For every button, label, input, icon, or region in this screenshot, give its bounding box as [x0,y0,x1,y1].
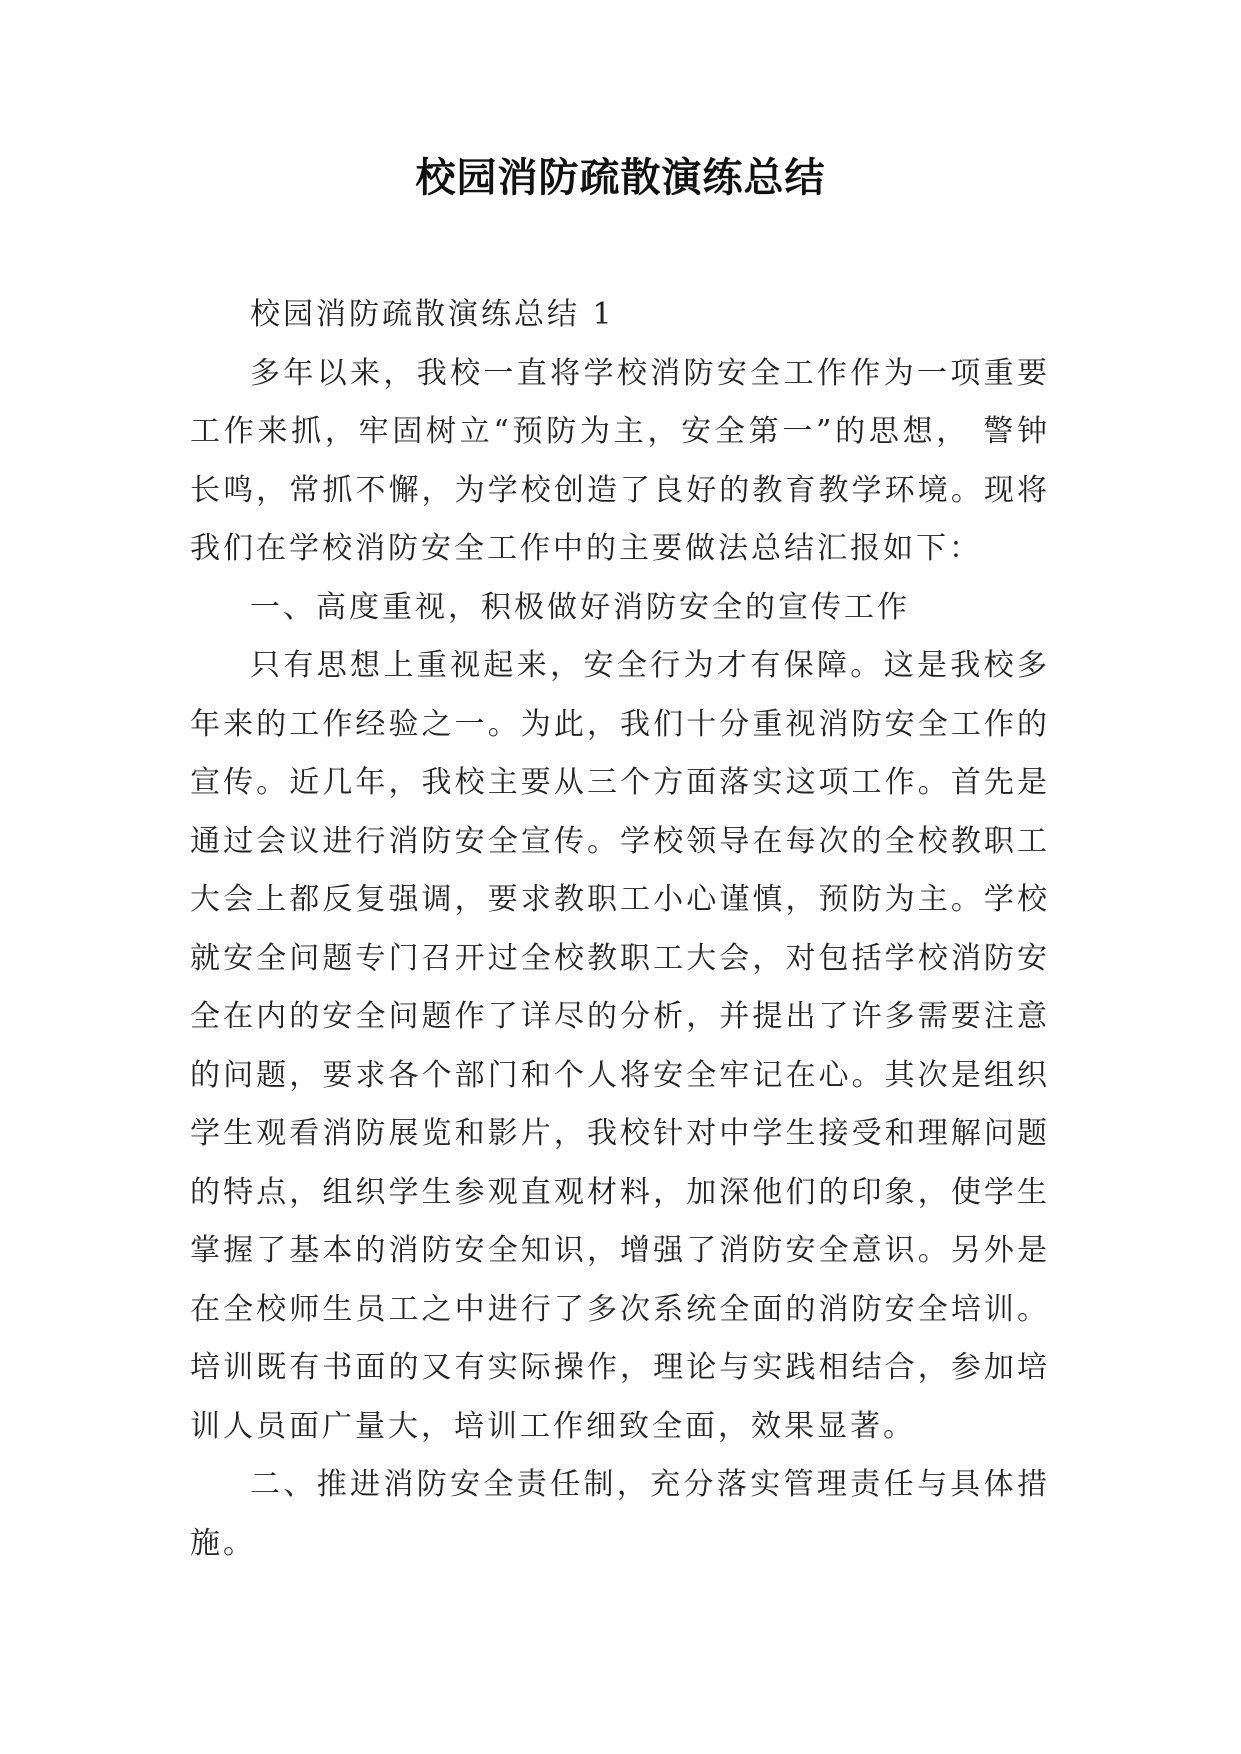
subsection-heading: 二、推进消防安全责任制，充分落实管理责任与具体措施。 [190,1467,1050,1561]
subsection-heading: 一、高度重视，积极做好消防安全的宣传工作 [250,589,910,625]
section-heading: 校园消防疏散演练总结 1 [250,297,615,332]
document-body [190,286,1050,1573]
paragraph: 只有思想上重视起来，安全行为才有保障。这是我校多年来的工作经验之一。为此，我们十分重视消防安全工作的宣传。近几年，我校主要从三个方面落实这项工作。首先是通过会议进行消防安全宣传。学校领导在每次的全校教职工大会上都反复强调，要求教职工小心谨慎，预防为主。学校就安全问题专门召开过全校教职工大会，对包括学校消防安全在内的安全问题作了详尽的分析，并提出了许多需要注意的问题，要求各个部门和个人将安全牢记在心。其次是组织学生观看消防展览和影片，我校针对中学生接受和理解问题的特点，组织学生参观直观材料，加深他们的印象，使学生掌握了基本的消防安全知识，增强了消防安全意识。另外是在全校师生员工之中进行了多次系统全面的消防安全培训。培训既有书面的又有实际操作，理论与实践相结合，参加培训人员面广量大，培训工作细致全面，效果显著。 [190,648,1050,1444]
document-title: 校园消防疏散演练总结 [415,154,826,201]
paragraph: 多年以来，我校一直将学校消防安全工作作为一项重要工作来抓，牢固树立“预防为主，安全第一”的思想， 警钟长鸣，常抓不懈，为学校创造了良好的教育教学环境。现将我们在学校消防安全工作中的主要做法总结汇报如下： [190,355,1050,566]
